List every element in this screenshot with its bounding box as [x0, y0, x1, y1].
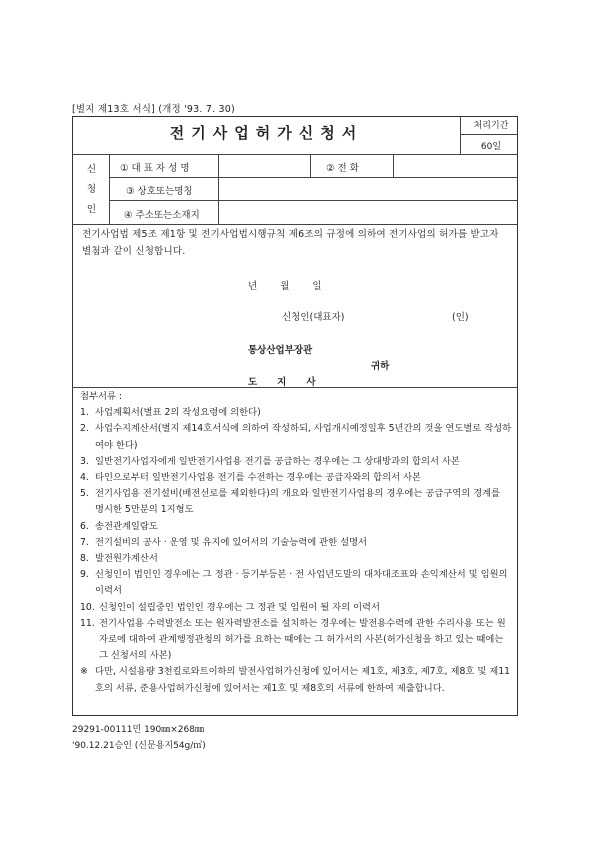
address-field[interactable]	[219, 201, 517, 223]
processing-divider	[460, 134, 518, 135]
approval-note: '90.12.21승인 (신문용지54g/㎡)	[72, 741, 206, 751]
list-item: 9. 신청인이 법인인 경우에는 그 정관 · 등기부등본 · 전 사업년도말의 대차대조표와 손익계산서 및 임원의 이력서	[80, 569, 508, 597]
list-item: 1. 사업계획서(별표 2의 작성요령에 의한다)	[80, 407, 261, 419]
rep-name-label: ① 대 표 자 성 명	[120, 163, 190, 174]
phone-field[interactable]	[394, 155, 517, 176]
list-item: 10. 신청인이 설립중인 법인인 경우에는 그 정관 및 임원이 될 자의 이력서	[80, 601, 381, 613]
attachments-section	[80, 389, 512, 715]
applicant-column-border	[109, 154, 110, 224]
list-item: 7. 전기설비의 공사 · 운영 및 유지에 있어서의 기술능력에 관한 설명서	[80, 536, 368, 548]
addressee-honorific: 귀하	[371, 361, 390, 372]
applicant-label: 신 청 인	[86, 164, 97, 215]
phone-left-border	[310, 154, 311, 177]
title-divider	[460, 116, 461, 154]
list-item: 2. 사업수지계산서(별지 제14호서식에 의하여 작성하되, 사업개시예정일후 5년간의 것을 연도별로 작성하여야 한다)	[80, 423, 512, 451]
list-item: ※ 다만, 시설용량 3천킬로와트이하의 발전사업허가신청에 있어서는 제1호, 제3호, 제7호, 제8호 및 제11호의 서류, 준용사업허가신청에 있어서는 제1호 및 제8호의 서류에 한하여 제출합니다.	[80, 666, 511, 694]
list-item: 4. 타인으로부터 일반전기사업용 전기를 수전하는 경우에는 공급자와의 합의서 사본	[80, 472, 422, 484]
seal-mark: (인)	[452, 312, 469, 323]
list-item: 3. 일반전기사업자에게 일반전기사업용 전기를 공급하는 경우에는 그 상대방과의 합의서 사본	[80, 455, 460, 467]
addressee-minister: 통상산업부장관	[248, 345, 313, 356]
form-code: 29291-00111민 190㎜×268㎜	[72, 725, 204, 735]
form-title: 전기사업허가신청서	[169, 124, 364, 142]
application-statement: 전기사업법 제5조 제1항 및 전기사업법시행규칙 제6조의 규정에 의하여 전기사업의 허가를 받고자 별첨과 같이 신청합니다.	[82, 229, 499, 257]
company-field[interactable]	[219, 178, 517, 199]
application-date: 년 월 일	[248, 281, 322, 292]
rep-name-field[interactable]	[219, 155, 309, 176]
applicant-signature-label: 신청인(대표자)	[282, 312, 345, 323]
attachments-heading: 첨부서류 :	[80, 391, 123, 402]
processing-period-label: 처리기간	[473, 121, 509, 131]
list-item: 11. 전기사업용 수력발전소 또는 원자력발전소를 설치하는 경우에는 발전용수력에 관한 수리사용 또는 원자로에 대하여 관계행정관청의 허가를 요하는 때에는 그 허가서의 사본(허가신청을 하고 있는 때에는 그 신청서의 사본)	[80, 617, 506, 662]
phone-label: ② 전 화	[326, 163, 359, 174]
form-reference: [별지 제13호 서식] (개정 '93. 7. 30)	[72, 104, 235, 115]
processing-period-value: 60일	[480, 142, 502, 152]
list-item: 6. 송전관계일람도	[80, 520, 158, 532]
fields-bottom-border	[72, 224, 518, 225]
list-item: 5. 전기사업용 전기설비(배전선로를 제외한다)의 개요와 일반전기사업용의 경우에는 공급구역의 경계를 명시한 5만분의 1지형도	[80, 488, 501, 516]
company-label: ③ 상호또는명칭	[126, 186, 193, 197]
list-item: 8. 발전원가계산서	[80, 553, 158, 565]
addressee-governor: 도지사	[248, 377, 336, 388]
address-label: ④ 주소또는소재지	[124, 210, 200, 221]
